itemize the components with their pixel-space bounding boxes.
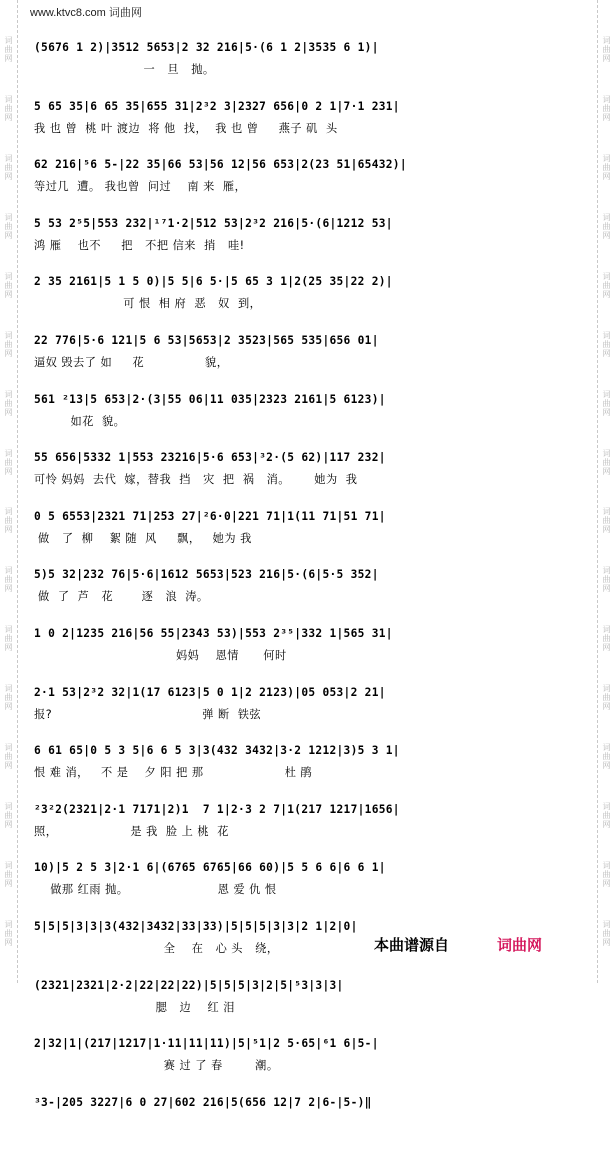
lyric-line: 可 恨 相 府 恶 奴 到， — [34, 297, 262, 311]
notation-line: 1 0 2|1235 216|56 55|2343 53)|553 2³⁵|332 1|565 31| — [34, 626, 393, 640]
notation-line: 561 ²13|5 653|2·(3|55 06|11 035|2323 2161|5 6123)| — [34, 392, 386, 406]
notation-line: 22 776|5·6 121|5 6 53|5653|2 3523|565 535|656 01| — [34, 333, 379, 347]
lyric-line: 恨 难 消， 不 是 夕 阳 把 那 杜 鹃 — [34, 766, 313, 780]
notation-line: 0 5 6553|2321 71|253 27|²6·0|221 71|1(11 71|51 71| — [34, 509, 386, 523]
lyric-line: 可怜 妈妈 去代 嫁，替我 挡 灾 把 祸 消。 她为 我 — [34, 473, 358, 487]
watermark-text: 词曲网 — [4, 802, 13, 830]
watermark-text: 词曲网 — [4, 271, 13, 299]
lyric-line: 我 也 曾 桃 叶 渡边 将 他 找， 我 也 曾 燕子 矶 头 — [34, 121, 338, 135]
notation-line: (5676 1 2)|3512 5653|2 32 216|5·(6 1 2|3535 6 1)| — [34, 41, 379, 54]
lyric-line: 做 了 柳 絮 随 风 飘， 她为 我 — [34, 531, 252, 545]
watermark-text: 词曲网 — [4, 389, 13, 417]
lyric-line: 逼奴 毁去了 如 花 貌， — [34, 355, 229, 369]
lyric-line: 腮 边 红 泪 — [34, 1000, 235, 1014]
notation-line: 5 53 2⁵5|553 232|¹⁷1·2|512 53|2³2 216|5·(6|1212 53| — [34, 216, 393, 230]
score-system — [34, 626, 582, 685]
notation-line: 2·1 53|2³2 32|1(17 6123|5 0 1|2 2123)|05 053|2 21| — [34, 685, 386, 699]
lyric-line: 妈妈 恩情 何时 — [34, 648, 287, 662]
watermark-text: 词曲网 — [602, 271, 611, 299]
brand-logo-text[interactable]: 词曲网 — [497, 936, 543, 954]
score-system — [34, 567, 582, 626]
left-watermark-strip — [0, 0, 18, 983]
score-system — [34, 1036, 582, 1095]
notation-line: 10)|5 2 5 3|2·1 6|(6765 6765|66 60)|5 5 6 6|6 6 1| — [34, 861, 386, 875]
watermark-text: 词曲网 — [602, 743, 611, 771]
watermark-text: 词曲网 — [602, 920, 611, 948]
score-system — [34, 743, 582, 802]
score-system — [34, 978, 582, 1037]
watermark-text: 词曲网 — [4, 94, 13, 122]
watermark-text: 词曲网 — [602, 625, 611, 653]
score-system — [34, 860, 582, 919]
notation-line: 55 656|5332 1|553 23216|5·6 653|³2·(5 62)|117 232| — [34, 451, 386, 465]
lyric-line: 报? 弹 断 铁弦 — [34, 707, 262, 721]
watermark-text: 词曲网 — [4, 743, 13, 771]
watermark-text: 词曲网 — [4, 625, 13, 653]
watermark-text: 词曲网 — [4, 212, 13, 240]
site-url[interactable]: www.ktvc8.com — [30, 7, 106, 19]
watermark-text: 词曲网 — [602, 448, 611, 476]
footer-source — [374, 934, 542, 955]
watermark-text: 词曲网 — [602, 507, 611, 535]
watermark-text: 词曲网 — [602, 94, 611, 122]
watermark-text: 词曲网 — [602, 153, 611, 181]
score-system — [34, 40, 582, 99]
watermark-text: 词曲网 — [4, 153, 13, 181]
watermark-text: 词曲网 — [602, 566, 611, 594]
lyric-line: 做 了 芦 花 逐 浪 涛。 — [34, 590, 209, 604]
score-system — [34, 157, 582, 216]
score-system — [34, 274, 582, 333]
site-header — [30, 4, 142, 20]
watermark-text: 词曲网 — [602, 802, 611, 830]
lyric-line: 做那 红雨 抛。 恩 爱 仇 恨 — [34, 883, 277, 897]
watermark-text: 词曲网 — [4, 507, 13, 535]
lyric-line: 等过几 遭。 我也曾 问过 南 来 雁， — [34, 180, 247, 194]
score-system — [34, 1095, 582, 1153]
right-watermark-strip — [597, 0, 615, 983]
score-system — [34, 802, 582, 861]
watermark-text: 词曲网 — [602, 330, 611, 358]
notation-line: 2 35 2161|5 1 5 0)|5 5|6 5·|5 65 3 1|2(25 35|22 2)| — [34, 275, 393, 289]
score-body — [34, 40, 582, 1153]
score-system — [34, 333, 582, 392]
notation-line: 62 216|⁵6 5-|22 35|66 53|56 12|56 653|2(23 51|65432)| — [34, 158, 407, 172]
watermark-text: 词曲网 — [602, 389, 611, 417]
watermark-text: 词曲网 — [4, 920, 13, 948]
lyric-line: 照， 是 我 脸 上 桃 花 — [34, 824, 229, 838]
score-system — [34, 509, 582, 568]
watermark-text: 词曲网 — [4, 35, 13, 63]
watermark-text: 词曲网 — [602, 861, 611, 889]
score-system — [34, 99, 582, 158]
lyric-line: 一 旦 抛。 — [34, 63, 215, 76]
notation-line: 2|32|1|(217|1217|1·11|11|11)|5|⁵1|2 5·65|⁶1 6|5-| — [34, 1037, 379, 1051]
score-system — [34, 685, 582, 744]
score-system — [34, 392, 582, 451]
notation-line: ³3-|205 3227|6 0 27|602 216|5(656 12|7 2|6-|5-)‖ — [34, 1095, 372, 1109]
watermark-text: 词曲网 — [4, 448, 13, 476]
lyric-line: 赛 过 了 春 潮。 — [34, 1059, 279, 1073]
watermark-text: 词曲网 — [4, 330, 13, 358]
notation-line: ²3²2(2321|2·1 7171|2)1 7 1|2·3 2 7|1(217 1217|1656| — [34, 802, 400, 816]
lyric-line: 全 在 心 头 绕， — [34, 941, 279, 955]
lyric-line: 鸿 雁 也不 把 不把 信来 捎 哇! — [34, 238, 245, 252]
watermark-text: 词曲网 — [4, 861, 13, 889]
watermark-text: 词曲网 — [602, 212, 611, 240]
score-system — [34, 216, 582, 275]
notation-line: 5)5 32|232 76|5·6|1612 5653|523 216|5·(6|5·5 352| — [34, 568, 379, 582]
source-text: 本曲谱源自 — [374, 936, 450, 954]
notation-line: 5 65 35|6 65 35|655 31|2³2 3|2327 656|0 2 1|7·1 231| — [34, 99, 400, 113]
notation-line: (2321|2321|2·2|22|22|22)|5|5|5|3|2|5|⁵3|3|3| — [34, 978, 344, 992]
watermark-text: 词曲网 — [4, 684, 13, 712]
score-system — [34, 450, 582, 509]
watermark-text: 词曲网 — [602, 35, 611, 63]
lyric-line: 如花 貌。 — [34, 414, 126, 428]
watermark-text: 词曲网 — [4, 566, 13, 594]
site-name: 词曲网 — [108, 7, 142, 19]
notation-line: 6 61 65|0 5 3 5|6 6 5 3|3(432 3432|3·2 1212|3)5 3 1| — [34, 744, 400, 758]
watermark-text: 词曲网 — [602, 684, 611, 712]
notation-line: 5|5|5|3|3|3(432|3432|33|33)|5|5|5|3|3|2 1|2|0| — [34, 919, 358, 933]
